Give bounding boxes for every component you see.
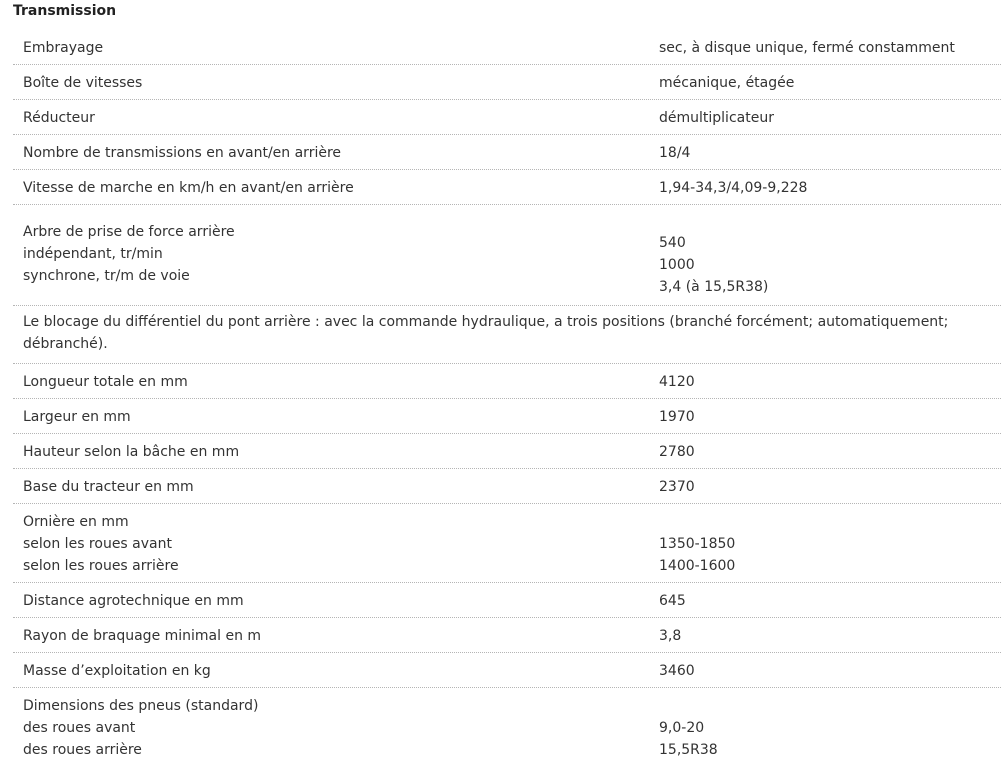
table-row — [13, 399, 1001, 434]
value-line: 18/4 — [659, 145, 691, 161]
label-line: selon les roues avant — [23, 536, 172, 552]
row-label — [23, 142, 341, 164]
value-line: 3,4 (à 15,5R38) — [659, 279, 769, 295]
section-title: Transmission — [13, 3, 117, 19]
row-value — [659, 371, 695, 393]
label-line: Embrayage — [23, 40, 104, 56]
label-line: Ornière en mm — [23, 514, 129, 530]
label-line: Longueur totale en mm — [23, 374, 188, 390]
value-line: démultiplicateur — [659, 110, 774, 126]
row-value — [659, 590, 686, 612]
row-value — [659, 441, 695, 463]
label-line: Hauteur selon la bâche en mm — [23, 444, 240, 460]
row-value — [659, 406, 695, 428]
table-row — [13, 653, 1001, 688]
value-line: 1,94-34,3/4,09-9,228 — [659, 180, 808, 196]
label-line: Boîte de vitesses — [23, 75, 143, 91]
row-label — [23, 660, 211, 682]
table-row — [13, 469, 1001, 504]
label-line: Base du tracteur en mm — [23, 479, 194, 495]
value-line: sec, à disque unique, fermé constamment — [659, 40, 955, 56]
label-line: Distance agrotechnique en mm — [23, 593, 244, 609]
value-line: 3460 — [659, 663, 695, 679]
value-line: 2780 — [659, 444, 695, 460]
value-line: 1350-1850 — [659, 536, 736, 552]
row-label — [23, 590, 244, 612]
label-line: Réducteur — [23, 110, 95, 126]
table-row — [13, 205, 1001, 306]
row-value — [659, 142, 690, 164]
label-line: Masse d’exploitation en kg — [23, 663, 211, 679]
row-label — [23, 72, 142, 94]
value-line: 1970 — [659, 409, 695, 425]
table-row — [13, 364, 1001, 399]
value-line: 3,8 — [659, 628, 682, 644]
table-row — [13, 65, 1001, 100]
value-line: 4120 — [659, 374, 695, 390]
row-label — [23, 37, 103, 59]
label-line: selon les roues arrière — [23, 558, 179, 574]
label-line: Vitesse de marche en km/h en avant/en arrière — [23, 180, 354, 196]
row-label — [23, 406, 131, 428]
label-line: Nombre de transmissions en avant/en arrière — [23, 145, 342, 161]
row-label — [23, 695, 258, 761]
value-line: 1400-1600 — [659, 558, 736, 574]
table-row — [13, 135, 1001, 170]
table-row — [13, 583, 1001, 618]
label-line: Rayon de braquage minimal en m — [23, 628, 262, 644]
table-row — [13, 504, 1001, 583]
value-line: 540 — [659, 235, 686, 251]
row-label — [23, 221, 235, 287]
value-line: 1000 — [659, 257, 695, 273]
label-line: Largeur en mm — [23, 409, 131, 425]
label-line: indépendant, tr/min — [23, 246, 163, 262]
row-label — [23, 476, 194, 498]
spec-table — [13, 30, 1001, 768]
label-line: des roues arrière — [23, 742, 142, 758]
table-row — [13, 170, 1001, 205]
row-value — [659, 177, 807, 199]
label-line: synchrone, tr/m de voie — [23, 268, 190, 284]
table-row — [13, 434, 1001, 469]
row-value — [659, 232, 768, 298]
row-label — [23, 371, 188, 393]
row-label — [23, 441, 239, 463]
table-row — [13, 618, 1001, 653]
table-row — [13, 306, 1001, 364]
label-line: des roues avant — [23, 720, 136, 736]
table-row — [13, 100, 1001, 135]
table-row — [13, 30, 1001, 65]
label-line: Arbre de prise de force arrière — [23, 224, 235, 240]
row-value — [659, 72, 794, 94]
value-line: 2370 — [659, 479, 695, 495]
row-value — [659, 717, 718, 761]
row-label — [23, 625, 261, 647]
row-value — [659, 476, 695, 498]
row-note: Le blocage du différentiel du pont arrière : avec la commande hydraulique, a trois positions (branché forcément; automatiquement; débranché). — [23, 314, 949, 352]
value-line: 645 — [659, 593, 686, 609]
row-label — [23, 511, 179, 577]
row-value — [659, 625, 681, 647]
table-row — [13, 688, 1001, 768]
value-line: 15,5R38 — [659, 742, 718, 758]
row-label — [23, 107, 95, 129]
row-value — [659, 107, 774, 129]
row-value — [659, 660, 695, 682]
row-value — [659, 37, 955, 59]
row-label — [23, 177, 354, 199]
value-line: mécanique, étagée — [659, 75, 795, 91]
value-line: 9,0-20 — [659, 720, 705, 736]
row-value — [659, 533, 735, 577]
label-line: Dimensions des pneus (standard) — [23, 698, 259, 714]
